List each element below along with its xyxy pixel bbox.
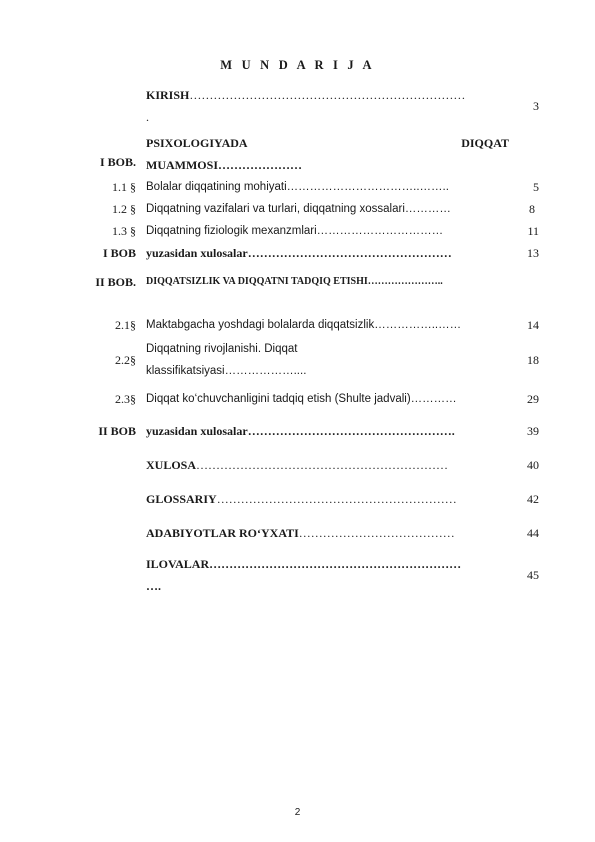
toc-entry-text — [146, 220, 509, 242]
toc-page-number: 14 — [527, 317, 539, 332]
toc-leader-dots: ………… — [404, 203, 451, 215]
toc-row-ilovalar — [86, 550, 539, 600]
toc-entry-text — [146, 314, 509, 336]
toc-number — [86, 448, 146, 482]
toc-entry-label: Maktabgacha yoshdagi bolalarda diqqatsizlik — [146, 319, 375, 331]
toc-entry-text — [146, 550, 509, 600]
toc-number: 1.3 § — [112, 223, 136, 238]
toc-page-number: 11 — [527, 223, 539, 238]
toc-page-number: 3 — [533, 98, 539, 113]
toc-page-number: 40 — [527, 457, 539, 472]
toc-page-number: 44 — [527, 525, 539, 540]
toc-row-glossariy — [86, 482, 539, 516]
toc-row-chapter-1-summary — [86, 242, 539, 264]
toc-row-kirish — [86, 80, 539, 132]
toc-number: 1.1 § — [112, 179, 136, 194]
toc-row-1-2 — [86, 198, 539, 220]
toc-page-number: 5 — [533, 179, 539, 194]
toc-entry-text — [146, 264, 509, 300]
toc-entry-text — [146, 516, 509, 550]
toc-entry-label: GLOSSARIY — [146, 492, 217, 506]
toc-entry-label: klassifikatsiyasi — [146, 365, 225, 377]
toc-number: 2.1§ — [115, 317, 136, 332]
toc-row-1-1 — [86, 176, 539, 198]
toc-number — [86, 516, 146, 550]
toc-entry-label: MUAMMOSI — [146, 158, 218, 172]
toc-page-number: 29 — [527, 391, 539, 406]
toc-row-adabiyotlar — [86, 516, 539, 550]
toc-number: 2.2§ — [115, 352, 136, 367]
toc-number — [86, 482, 146, 516]
toc-page-number — [509, 132, 539, 176]
toc-entry-label: yuzasidan xulosalar — [146, 424, 248, 438]
page-number: 2 — [294, 807, 301, 818]
toc-leader-dots: ………………… — [218, 158, 302, 172]
toc-entry-label: XULOSA — [146, 458, 197, 472]
toc-entry-text — [146, 384, 509, 414]
toc-page-number: 42 — [527, 491, 539, 506]
toc-entry-label: ADABIYOTLAR RO‘YXATI — [146, 526, 299, 540]
toc-entry-label: DIQQAT — [461, 136, 509, 150]
toc-page-number: 8 — [529, 201, 535, 216]
toc-row-1-3 — [86, 220, 539, 242]
toc-chapter-number: II BOB — [98, 423, 136, 438]
toc-entry-text — [146, 80, 509, 132]
toc-page-number — [509, 264, 539, 300]
toc-entry-text — [146, 482, 509, 516]
toc-entry-label: KIRISH — [146, 88, 190, 102]
table-of-contents — [86, 80, 539, 600]
toc-entry-text — [146, 198, 509, 220]
toc-entry-label: Diqqatning fiziologik mexanzmlari — [146, 225, 317, 237]
toc-leader-dots: ……………………………………………………… — [196, 458, 449, 472]
toc-entry-text — [146, 242, 509, 264]
toc-leader-dots: …………………………………………… — [247, 246, 452, 260]
toc-number — [86, 80, 146, 132]
toc-entry-label: ILOVALAR — [146, 557, 210, 571]
toc-leader-dots: …. — [146, 579, 161, 593]
toc-row-chapter-1 — [86, 132, 539, 176]
toc-leader-dots: …………………………………………………………… — [189, 88, 466, 102]
toc-row-2-2 — [86, 336, 539, 384]
toc-leader-dots: ……………….... — [224, 365, 307, 377]
toc-entry-text — [146, 414, 509, 448]
toc-leader-dots: ………………….. — [367, 276, 443, 287]
toc-entry-label: Diqqat ko‘chuvchanligini tadqiq etish (Shulte jadvali) — [146, 393, 411, 405]
toc-page-number: 18 — [527, 352, 539, 367]
toc-leader-dots: ………………………………… — [298, 526, 455, 540]
toc-entry-text — [146, 132, 509, 176]
toc-number: 1.2 § — [112, 201, 136, 216]
toc-entry-text — [146, 448, 509, 482]
toc-chapter-number: I BOB — [102, 245, 136, 260]
toc-page-number: 39 — [527, 423, 539, 438]
toc-row-chapter-2 — [86, 264, 539, 300]
toc-entry-label: DIQQATSIZLIK VA DIQQATNI TADQIQ ETISHI — [146, 276, 368, 287]
toc-chapter-number: II BOB. — [95, 274, 136, 289]
toc-entry-text — [146, 336, 509, 384]
toc-leader-dots: ……………………………………………. — [247, 424, 455, 438]
toc-entry-label: Diqqatning vazifalari va turlari, diqqatning xossalari — [146, 203, 405, 215]
toc-row-2-1 — [86, 314, 539, 336]
toc-leader-dots: ……………………………………………………… — [209, 557, 462, 571]
toc-number: 2.3§ — [115, 391, 136, 406]
toc-leader-dots: ……………..…… — [374, 319, 462, 331]
toc-entry-label: Bolalar diqqatining mohiyati — [146, 181, 287, 193]
toc-page-number: 45 — [527, 567, 539, 582]
toc-leader-dots: ……………………………..…….. — [286, 181, 449, 193]
toc-row-chapter-2-summary — [86, 414, 539, 448]
toc-leader-dots: ………… — [410, 393, 457, 405]
toc-entry-label: Diqqatning rivojlanishi. Diqqat — [146, 343, 298, 355]
toc-entry-label: yuzasidan xulosalar — [146, 246, 248, 260]
toc-entry-text — [146, 176, 509, 198]
toc-leader-dots: . — [146, 110, 149, 124]
toc-number — [86, 550, 146, 600]
toc-leader-dots: …………………………………………………… — [216, 492, 457, 506]
toc-row-xulosa — [86, 448, 539, 482]
toc-leader-dots: …………………………… — [316, 225, 444, 237]
toc-entry-label: PSIXOLOGIYADA — [146, 136, 248, 150]
document-title: M U N D A R I J A — [220, 58, 375, 72]
toc-row-2-3 — [86, 384, 539, 414]
toc-chapter-number: I BOB. — [99, 155, 136, 169]
toc-page-number: 13 — [527, 245, 539, 260]
